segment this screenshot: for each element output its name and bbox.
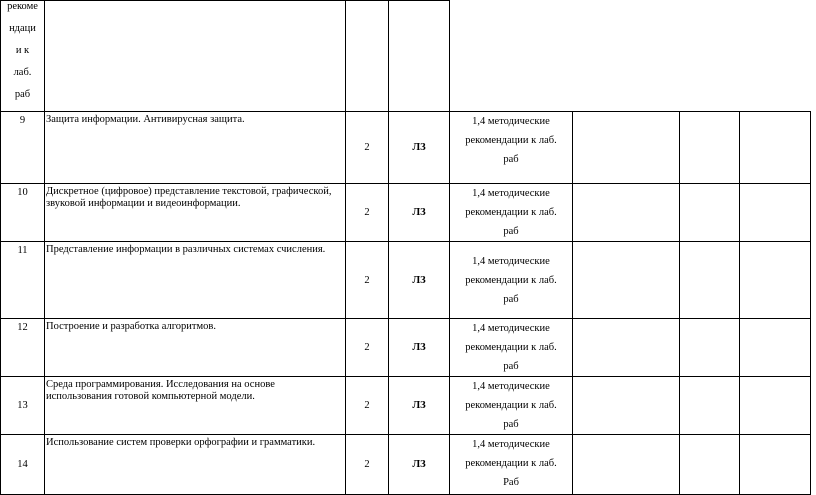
hours-cell: 2	[346, 319, 389, 377]
lesson-kind-cell: ЛЗ	[389, 112, 450, 184]
reference-line: рекомендации к лаб.	[465, 400, 557, 411]
empty-cell	[573, 112, 680, 184]
row-number: 9	[1, 112, 45, 184]
empty-cell	[573, 184, 680, 242]
hours-cell: 2	[346, 112, 389, 184]
topic-cell: Построение и разработка алгоритмов.	[45, 319, 346, 377]
reference-line: ндаци	[9, 23, 36, 34]
table-row	[1, 242, 811, 319]
empty-cell	[680, 435, 740, 495]
reference-line: Раб	[503, 477, 519, 488]
reference-line: рекомендации к лаб.	[465, 207, 557, 218]
reference-cell	[450, 242, 573, 319]
hours-cell: 2	[346, 435, 389, 495]
reference-line: 1,4 методические	[472, 439, 550, 450]
lesson-kind-cell: ЛЗ	[389, 435, 450, 495]
reference-line: 1,4 методические	[472, 323, 550, 334]
reference-line: лаб.	[13, 67, 32, 78]
reference-line: раб	[14, 89, 31, 100]
reference-cell	[450, 435, 573, 495]
reference-line: рекомендации к лаб.	[465, 135, 557, 146]
blank-area	[450, 1, 811, 112]
kind-cell-empty	[389, 1, 450, 112]
topic-cell-empty	[45, 1, 346, 112]
reference-cell-continued	[1, 1, 45, 112]
reference-line: рекомендации к лаб.	[465, 342, 557, 353]
row-number: 14	[1, 435, 45, 495]
topic-cell: Использование систем проверки орфографии и грамматики.	[45, 435, 346, 495]
table-row	[1, 435, 811, 495]
hours-cell: 2	[346, 242, 389, 319]
empty-cell	[573, 319, 680, 377]
reference-line: рекомендации к лаб.	[465, 458, 557, 469]
empty-cell	[740, 112, 811, 184]
lesson-kind-cell: ЛЗ	[389, 319, 450, 377]
table-row	[1, 377, 811, 435]
reference-line: 1,4 методические	[472, 255, 550, 267]
hours-cell: 2	[346, 184, 389, 242]
row-number: 13	[1, 377, 45, 435]
empty-cell	[680, 184, 740, 242]
reference-line: раб	[503, 361, 519, 372]
reference-line: рекоме	[7, 1, 38, 12]
topic-cell: Среда программирования. Исследования на основе использования готовой компьютерной модели.	[45, 377, 346, 435]
empty-cell	[680, 377, 740, 435]
empty-cell	[680, 319, 740, 377]
reference-line: раб	[503, 293, 519, 305]
reference-line: и к	[15, 45, 30, 56]
reference-line: 1,4 методические	[472, 188, 550, 199]
topic-cell: Представление информации в различных системах счисления.	[45, 242, 346, 319]
empty-cell	[740, 319, 811, 377]
reference-line: 1,4 методические	[472, 116, 550, 127]
table-row	[1, 319, 811, 377]
hours-cell: 2	[346, 377, 389, 435]
row-number: 11	[1, 242, 45, 319]
topic-cell: Защита информации. Антивирусная защита.	[45, 112, 346, 184]
empty-cell	[740, 377, 811, 435]
lesson-kind-cell: ЛЗ	[389, 184, 450, 242]
reference-line: 1,4 методические	[472, 381, 550, 392]
empty-cell	[740, 435, 811, 495]
empty-cell	[573, 377, 680, 435]
lesson-kind-cell: ЛЗ	[389, 377, 450, 435]
reference-line: рекомендации к лаб.	[465, 274, 557, 286]
empty-cell	[740, 184, 811, 242]
reference-cell	[450, 112, 573, 184]
topic-cell: Дискретное (цифровое) представление текстовой, графической, звуковой информации и видеоинформации.	[45, 184, 346, 242]
reference-line: раб	[503, 226, 519, 237]
reference-cell	[450, 319, 573, 377]
reference-line: раб	[503, 154, 519, 165]
reference-line: раб	[503, 419, 519, 430]
row-number: 12	[1, 319, 45, 377]
table-row	[1, 112, 811, 184]
empty-cell	[573, 435, 680, 495]
empty-cell	[680, 112, 740, 184]
empty-cell	[573, 242, 680, 319]
lesson-kind-cell: ЛЗ	[389, 242, 450, 319]
empty-cell	[680, 242, 740, 319]
row-number: 10	[1, 184, 45, 242]
hours-cell-empty	[346, 1, 389, 112]
table-row	[1, 184, 811, 242]
reference-cell	[450, 377, 573, 435]
reference-cell	[450, 184, 573, 242]
table-row-continued	[1, 1, 811, 112]
empty-cell	[740, 242, 811, 319]
